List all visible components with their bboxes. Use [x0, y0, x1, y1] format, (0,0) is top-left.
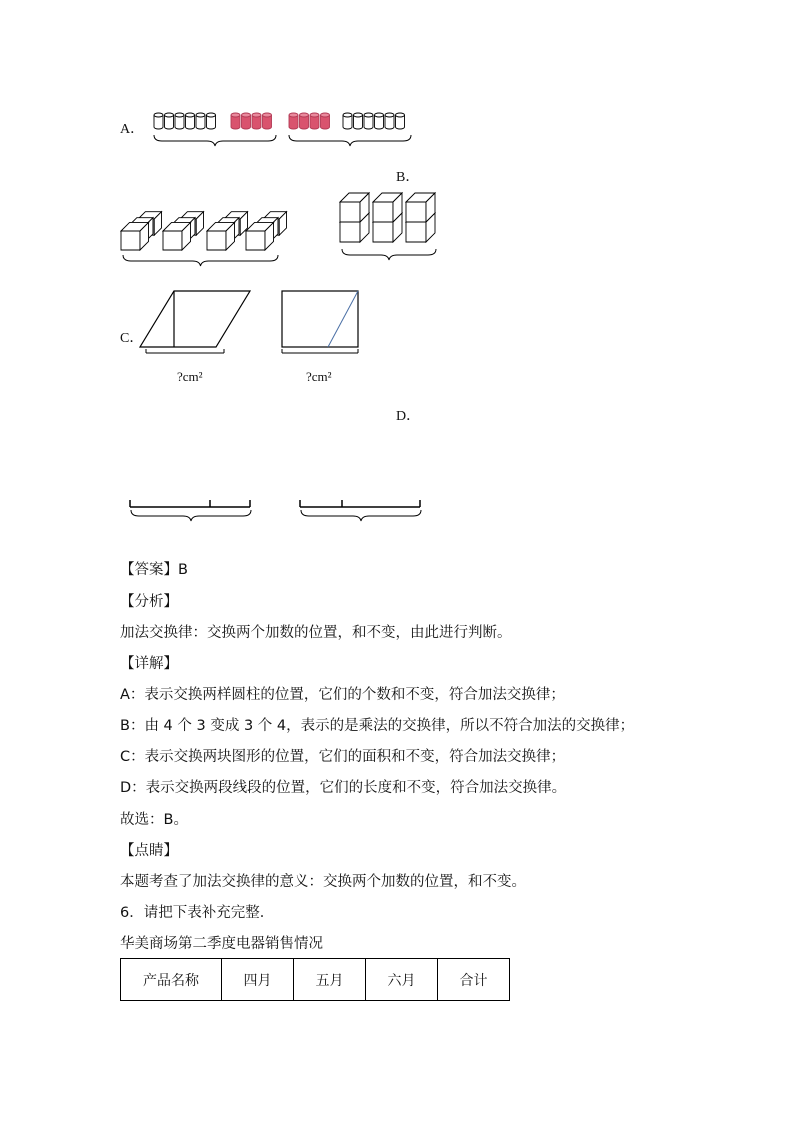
red-cylinder — [310, 113, 319, 129]
detail-line-b: B：由 4 个 3 变成 3 个 4，表示的是乘法的交换律，所以不符合加法的交换律； — [120, 718, 635, 734]
option-c-shapes-figure — [140, 285, 370, 365]
detail-line-c: C：表示交换两块图形的位置，它们的面积和不变，符合加法交换律； — [120, 749, 566, 765]
white-cylinder — [165, 113, 174, 129]
rectangle-diagonal-line — [328, 291, 358, 347]
cube — [406, 193, 435, 222]
red-cylinder — [231, 113, 240, 129]
option-d-segments-figure — [125, 495, 435, 530]
cube — [207, 222, 235, 250]
red-cylinder — [300, 113, 309, 129]
parallelogram-shape — [140, 291, 250, 347]
white-cylinder — [175, 113, 184, 129]
red-cylinder — [263, 113, 272, 129]
header-total: 合计 — [438, 959, 510, 1001]
header-may: 五月 — [294, 959, 366, 1001]
header-june: 六月 — [366, 959, 438, 1001]
white-cylinder — [396, 113, 405, 129]
red-cylinder — [289, 113, 298, 129]
rectangle-shape — [282, 291, 358, 347]
header-product-name: 产品名称 — [121, 959, 222, 1001]
white-cylinder — [207, 113, 216, 129]
detail-tag: 【详解】 — [120, 656, 178, 672]
answer-line — [120, 560, 188, 580]
red-cylinder — [321, 113, 330, 129]
option-c-area-right: ?cm² — [306, 369, 332, 384]
cube — [340, 193, 369, 222]
option-d-label: D． — [396, 409, 421, 424]
analysis-text: 加法交换律：交换两个加数的位置，和不变，由此进行判断。 — [120, 625, 512, 641]
white-cylinder — [354, 113, 363, 129]
white-cylinder — [196, 113, 205, 129]
curly-brace — [154, 135, 276, 146]
cube — [121, 222, 149, 250]
table-header-row — [121, 959, 510, 1001]
curly-brace — [289, 135, 411, 146]
option-c-area-left: ?cm² — [177, 369, 203, 384]
option-b-label: B． — [396, 170, 420, 185]
header-april: 四月 — [222, 959, 294, 1001]
cube — [163, 222, 191, 250]
white-cylinder — [364, 113, 373, 129]
detail-line-a: A：表示交换两样圆柱的位置，它们的个数和不变，符合加法交换律； — [120, 687, 565, 703]
option-a-cylinders-figure — [150, 110, 420, 155]
option-c-label: C． — [120, 331, 144, 346]
option-a-label: A． — [120, 122, 145, 137]
choice-text: 故选：B。 — [120, 812, 188, 828]
white-cylinder — [375, 113, 384, 129]
white-cylinder — [343, 113, 352, 129]
curly-brace — [123, 255, 278, 266]
sales-table — [120, 958, 510, 1001]
cube — [373, 193, 402, 222]
question-6-prompt: 6．请把下表补充完整． — [120, 905, 275, 921]
detail-line-d: D：表示交换两段线段的位置，它们的长度和不变，符合加法交换律。 — [120, 780, 567, 796]
option-b-cubes-figure — [115, 185, 455, 275]
comment-tag: 【点睛】 — [120, 843, 178, 859]
cube — [246, 222, 274, 250]
white-cylinder — [385, 113, 394, 129]
white-cylinder — [154, 113, 163, 129]
answer-tag: 【答案】 — [120, 562, 178, 578]
table-title: 华美商场第二季度电器销售情况 — [120, 936, 323, 952]
answer-value: B — [178, 562, 188, 578]
curly-brace — [342, 249, 436, 260]
analysis-tag: 【分析】 — [120, 594, 178, 610]
red-cylinder — [242, 113, 251, 129]
comment-text: 本题考查了加法交换律的意义：交换两个加数的位置，和不变。 — [120, 874, 526, 890]
red-cylinder — [252, 113, 261, 129]
white-cylinder — [186, 113, 195, 129]
